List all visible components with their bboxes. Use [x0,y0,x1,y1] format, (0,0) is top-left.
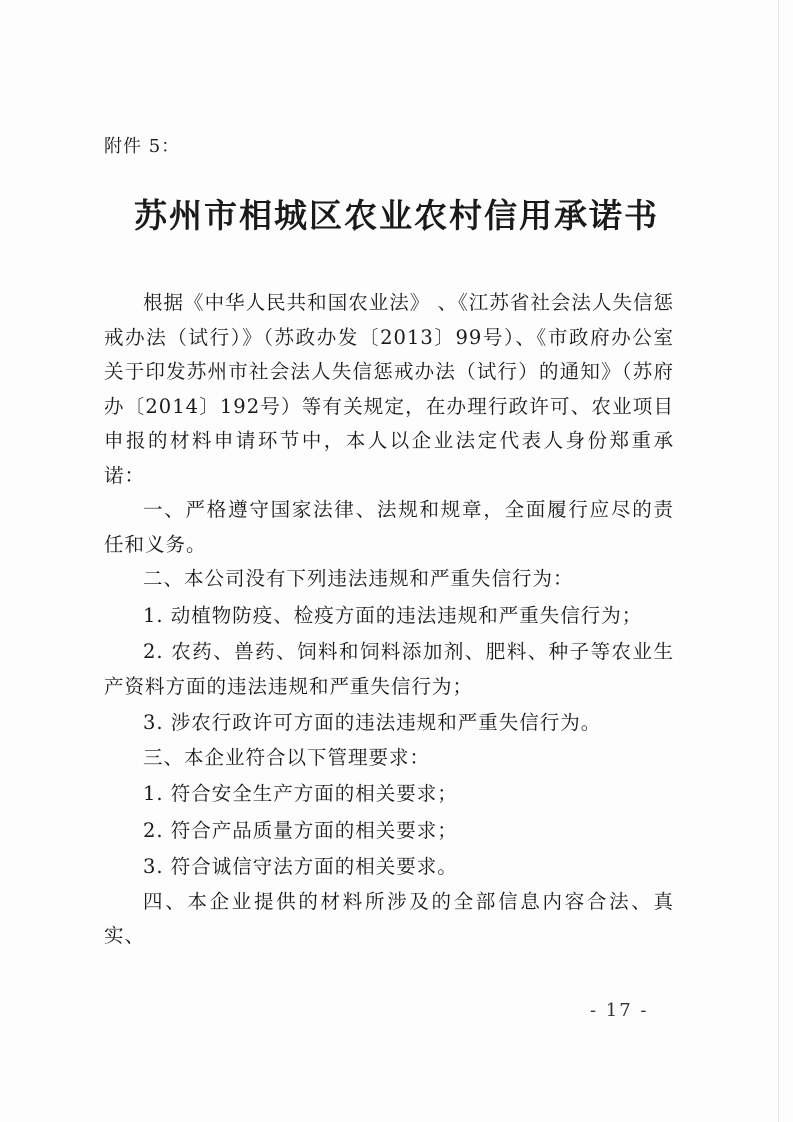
commitment-2-item-3: 3. 涉农行政许可方面的违法违规和严重失信行为。 [143,711,602,734]
commitment-1: 一、严格遵守国家法律、法规和规章，全面履行应尽的责任和义务。 [104,498,674,556]
page-number: - 17 - [590,1000,649,1021]
commitment-3-item-1: 1. 符合安全生产方面的相关要求； [143,782,458,805]
commitment-2-item-1: 1. 动植物防疫、检疫方面的违法违规和严重失信行为； [143,603,643,627]
attachment-label: 附件 5： [104,136,181,157]
commitment-2: 二、本公司没有下列违法违规和严重失信行为： [143,567,574,590]
commitment-4: 四、本企业提供的材料所涉及的全部信息内容合法、真实、 [104,889,674,947]
commitment-3: 三、本企业符合以下管理要求： [143,745,431,769]
commitment-3-item-3: 3. 符合诚信守法方面的相关要求。 [143,855,458,878]
page-edge [778,0,779,1122]
commitment-2-item-2: 2. 农药、兽药、饲料和饲料添加剂、肥料、种子等农业生产资料方面的违法违规和严重失信行为； [104,640,674,698]
commitment-3-item-2: 2. 符合产品质量方面的相关要求； [143,818,458,842]
intro-paragraph: 根据《中华人民共和国农业法》 、《江苏省社会法人失信惩戒办法（试行）》（苏政办发〔2013〕99号）、《市政府办公室关于印发苏州市社会法人失信惩戒办法（试行）的通知》（苏府办〔2014〕192号）等有关规定，在办理行政许可、农业项目申报的材料申请环节中，本人以企业法定代表人身份郑重承诺： [104,291,674,487]
document-body [104,286,674,954]
document-title: 苏州市相城区农业农村信用承诺书 [134,196,659,235]
